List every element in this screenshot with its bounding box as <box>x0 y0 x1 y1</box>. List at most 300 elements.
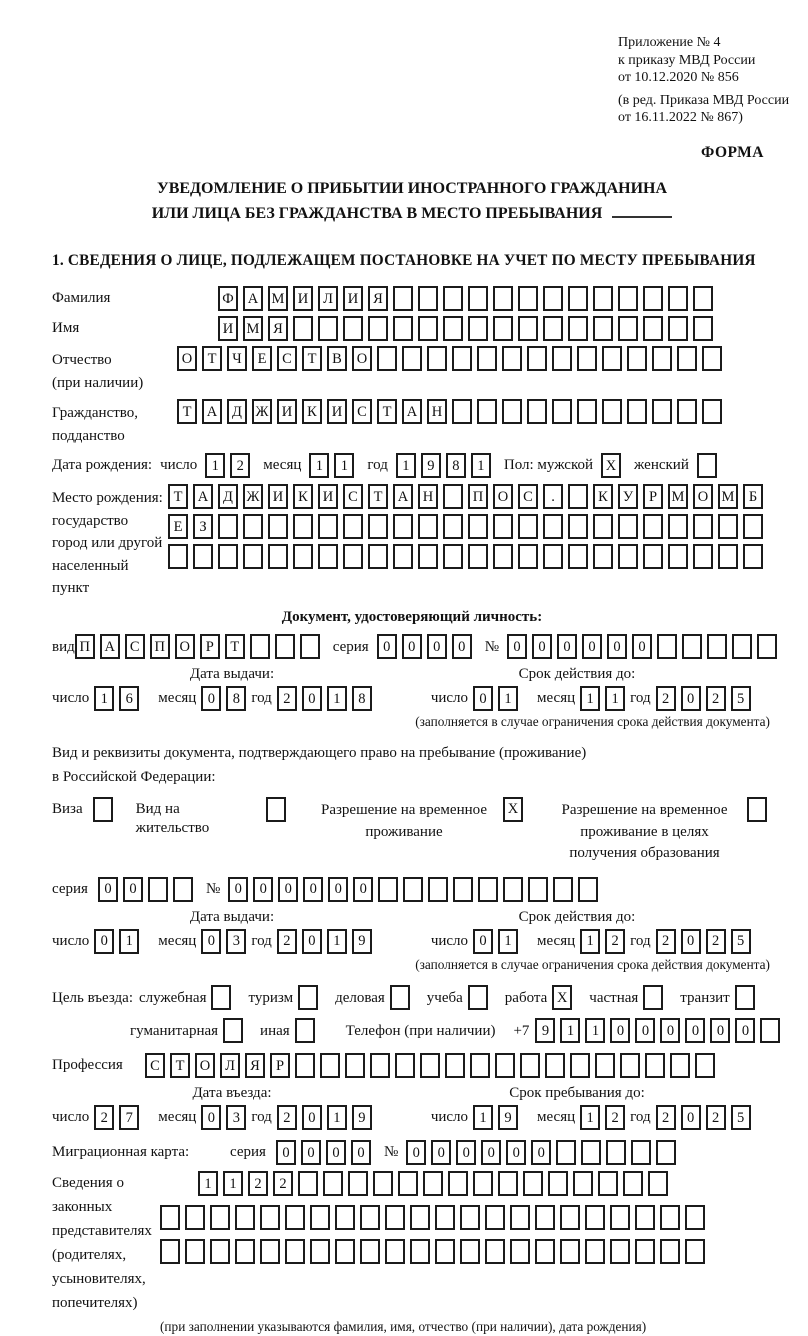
doc-series-cells[interactable] <box>377 634 477 659</box>
char-cell[interactable]: С <box>277 346 297 371</box>
char-cell[interactable]: К <box>302 399 322 424</box>
char-cell[interactable]: 0 <box>201 929 221 954</box>
char-cell[interactable]: 0 <box>353 877 373 902</box>
char-cell[interactable] <box>495 1053 515 1078</box>
char-cell[interactable] <box>635 1239 655 1264</box>
birthplace-cells-row2[interactable] <box>168 514 768 539</box>
char-cell[interactable] <box>660 1205 680 1230</box>
char-cell[interactable] <box>293 316 313 341</box>
char-cell[interactable]: 9 <box>498 1105 518 1130</box>
char-cell[interactable] <box>543 286 563 311</box>
char-cell[interactable] <box>518 316 538 341</box>
char-cell[interactable]: М <box>718 484 738 509</box>
char-cell[interactable]: С <box>145 1053 165 1078</box>
char-cell[interactable] <box>743 514 763 539</box>
char-cell[interactable] <box>618 514 638 539</box>
char-cell[interactable] <box>250 634 270 659</box>
residence-valid-month-cells[interactable] <box>580 929 630 954</box>
char-cell[interactable]: 1 <box>334 453 354 478</box>
char-cell[interactable]: А <box>193 484 213 509</box>
char-cell[interactable] <box>173 877 193 902</box>
char-cell[interactable] <box>757 634 777 659</box>
char-cell[interactable] <box>295 1018 315 1043</box>
char-cell[interactable]: Б <box>743 484 763 509</box>
char-cell[interactable]: 1 <box>560 1018 580 1043</box>
char-cell[interactable] <box>443 544 463 569</box>
char-cell[interactable] <box>620 1053 640 1078</box>
char-cell[interactable] <box>418 544 438 569</box>
doc-type-cells[interactable] <box>75 634 325 659</box>
char-cell[interactable] <box>493 514 513 539</box>
char-cell[interactable] <box>545 1053 565 1078</box>
purpose-tourism-checkbox[interactable] <box>298 985 323 1010</box>
char-cell[interactable]: 2 <box>706 1105 726 1130</box>
char-cell[interactable] <box>668 316 688 341</box>
char-cell[interactable]: 1 <box>396 453 416 478</box>
stay-month-cells[interactable] <box>580 1105 630 1130</box>
char-cell[interactable] <box>593 286 613 311</box>
char-cell[interactable] <box>393 316 413 341</box>
entry-year-cells[interactable] <box>277 1105 377 1130</box>
char-cell[interactable] <box>310 1239 330 1264</box>
residence-permit-checkbox[interactable] <box>266 797 291 822</box>
char-cell[interactable] <box>485 1239 505 1264</box>
char-cell[interactable] <box>443 514 463 539</box>
char-cell[interactable] <box>560 1239 580 1264</box>
char-cell[interactable]: 2 <box>706 686 726 711</box>
char-cell[interactable] <box>598 1171 618 1196</box>
char-cell[interactable] <box>468 544 488 569</box>
char-cell[interactable]: Н <box>427 399 447 424</box>
purpose-study-checkbox[interactable] <box>468 985 493 1010</box>
patronymic-cells[interactable] <box>177 346 727 371</box>
char-cell[interactable] <box>527 399 547 424</box>
char-cell[interactable]: 0 <box>481 1140 501 1165</box>
char-cell[interactable] <box>645 1053 665 1078</box>
char-cell[interactable] <box>393 544 413 569</box>
char-cell[interactable] <box>298 985 318 1010</box>
char-cell[interactable] <box>585 1239 605 1264</box>
char-cell[interactable] <box>528 877 548 902</box>
char-cell[interactable]: X <box>503 797 523 822</box>
char-cell[interactable] <box>148 877 168 902</box>
char-cell[interactable]: И <box>318 484 338 509</box>
char-cell[interactable]: 1 <box>309 453 329 478</box>
char-cell[interactable]: 8 <box>226 686 246 711</box>
char-cell[interactable] <box>343 514 363 539</box>
char-cell[interactable]: Ж <box>252 399 272 424</box>
char-cell[interactable] <box>410 1205 430 1230</box>
char-cell[interactable]: 1 <box>119 929 139 954</box>
char-cell[interactable] <box>453 877 473 902</box>
char-cell[interactable] <box>260 1239 280 1264</box>
birth-month-cells[interactable] <box>309 453 359 478</box>
char-cell[interactable]: 0 <box>607 634 627 659</box>
char-cell[interactable] <box>298 1171 318 1196</box>
char-cell[interactable] <box>468 286 488 311</box>
char-cell[interactable] <box>660 1239 680 1264</box>
visa-checkbox[interactable] <box>93 797 118 822</box>
char-cell[interactable]: 8 <box>352 686 372 711</box>
char-cell[interactable]: 1 <box>580 1105 600 1130</box>
char-cell[interactable]: Р <box>200 634 220 659</box>
char-cell[interactable]: 2 <box>656 929 676 954</box>
migration-number-cells[interactable] <box>406 1140 681 1165</box>
char-cell[interactable] <box>643 316 663 341</box>
char-cell[interactable]: 0 <box>278 877 298 902</box>
purpose-humanitarian-checkbox[interactable] <box>223 1018 248 1043</box>
char-cell[interactable]: 2 <box>94 1105 114 1130</box>
char-cell[interactable] <box>568 286 588 311</box>
char-cell[interactable]: 0 <box>123 877 143 902</box>
char-cell[interactable] <box>370 1053 390 1078</box>
char-cell[interactable] <box>418 316 438 341</box>
birth-day-cells[interactable] <box>205 453 255 478</box>
sex-female-checkbox[interactable] <box>697 453 722 478</box>
char-cell[interactable]: . <box>543 484 563 509</box>
char-cell[interactable]: 0 <box>685 1018 705 1043</box>
char-cell[interactable]: Р <box>643 484 663 509</box>
char-cell[interactable]: П <box>75 634 95 659</box>
char-cell[interactable]: Д <box>218 484 238 509</box>
char-cell[interactable]: 0 <box>253 877 273 902</box>
char-cell[interactable] <box>360 1239 380 1264</box>
char-cell[interactable] <box>485 1205 505 1230</box>
char-cell[interactable] <box>368 514 388 539</box>
char-cell[interactable] <box>218 544 238 569</box>
char-cell[interactable] <box>160 1239 180 1264</box>
char-cell[interactable] <box>556 1140 576 1165</box>
char-cell[interactable] <box>595 1053 615 1078</box>
char-cell[interactable]: 0 <box>326 1140 346 1165</box>
char-cell[interactable]: Ж <box>243 484 263 509</box>
residence-issue-month-cells[interactable] <box>201 929 251 954</box>
char-cell[interactable]: 2 <box>277 686 297 711</box>
char-cell[interactable] <box>335 1239 355 1264</box>
purpose-official-checkbox[interactable] <box>211 985 236 1010</box>
char-cell[interactable] <box>468 985 488 1010</box>
char-cell[interactable] <box>718 544 738 569</box>
char-cell[interactable]: 0 <box>302 1105 322 1130</box>
char-cell[interactable]: Ф <box>218 286 238 311</box>
char-cell[interactable]: 0 <box>681 686 701 711</box>
char-cell[interactable] <box>398 1171 418 1196</box>
char-cell[interactable]: 1 <box>580 686 600 711</box>
char-cell[interactable]: И <box>277 399 297 424</box>
char-cell[interactable]: 2 <box>605 1105 625 1130</box>
char-cell[interactable] <box>385 1239 405 1264</box>
char-cell[interactable] <box>470 1053 490 1078</box>
char-cell[interactable] <box>318 544 338 569</box>
char-cell[interactable] <box>735 985 755 1010</box>
char-cell[interactable]: 0 <box>406 1140 426 1165</box>
residence-number-cells[interactable] <box>228 877 603 902</box>
char-cell[interactable] <box>493 544 513 569</box>
char-cell[interactable]: 1 <box>473 1105 493 1130</box>
char-cell[interactable] <box>652 399 672 424</box>
char-cell[interactable]: 1 <box>94 686 114 711</box>
purpose-other-checkbox[interactable] <box>295 1018 320 1043</box>
char-cell[interactable] <box>193 544 213 569</box>
char-cell[interactable] <box>468 514 488 539</box>
char-cell[interactable] <box>593 544 613 569</box>
char-cell[interactable]: 0 <box>301 1140 321 1165</box>
char-cell[interactable]: К <box>593 484 613 509</box>
char-cell[interactable] <box>385 1205 405 1230</box>
char-cell[interactable]: X <box>552 985 572 1010</box>
char-cell[interactable]: С <box>352 399 372 424</box>
surname-cells[interactable] <box>218 286 718 311</box>
name-cells[interactable] <box>218 316 718 341</box>
char-cell[interactable]: 9 <box>535 1018 555 1043</box>
char-cell[interactable]: 9 <box>352 929 372 954</box>
char-cell[interactable]: Т <box>377 399 397 424</box>
char-cell[interactable] <box>682 634 702 659</box>
entry-month-cells[interactable] <box>201 1105 251 1130</box>
char-cell[interactable] <box>435 1205 455 1230</box>
char-cell[interactable] <box>473 1171 493 1196</box>
char-cell[interactable]: Т <box>368 484 388 509</box>
char-cell[interactable] <box>402 346 422 371</box>
char-cell[interactable] <box>627 346 647 371</box>
char-cell[interactable]: П <box>468 484 488 509</box>
char-cell[interactable] <box>373 1171 393 1196</box>
char-cell[interactable]: Т <box>168 484 188 509</box>
char-cell[interactable]: 0 <box>681 929 701 954</box>
doc-valid-month-cells[interactable] <box>580 686 630 711</box>
doc-issue-month-cells[interactable] <box>201 686 251 711</box>
char-cell[interactable] <box>452 399 472 424</box>
char-cell[interactable] <box>218 514 238 539</box>
edu-permit-checkbox[interactable] <box>747 797 772 822</box>
char-cell[interactable]: 0 <box>201 1105 221 1130</box>
char-cell[interactable] <box>343 316 363 341</box>
char-cell[interactable]: А <box>243 286 263 311</box>
char-cell[interactable]: 8 <box>446 453 466 478</box>
char-cell[interactable]: 0 <box>473 686 493 711</box>
char-cell[interactable]: 0 <box>431 1140 451 1165</box>
char-cell[interactable] <box>502 346 522 371</box>
char-cell[interactable]: 1 <box>327 686 347 711</box>
char-cell[interactable]: П <box>150 634 170 659</box>
char-cell[interactable]: 3 <box>226 929 246 954</box>
char-cell[interactable] <box>368 544 388 569</box>
char-cell[interactable]: О <box>195 1053 215 1078</box>
char-cell[interactable] <box>477 399 497 424</box>
char-cell[interactable] <box>318 316 338 341</box>
char-cell[interactable]: 1 <box>605 686 625 711</box>
char-cell[interactable] <box>223 1018 243 1043</box>
char-cell[interactable] <box>478 877 498 902</box>
char-cell[interactable]: 1 <box>580 929 600 954</box>
citizenship-cells[interactable] <box>177 399 727 424</box>
char-cell[interactable] <box>493 316 513 341</box>
char-cell[interactable] <box>443 286 463 311</box>
char-cell[interactable]: 0 <box>557 634 577 659</box>
char-cell[interactable] <box>168 544 188 569</box>
char-cell[interactable] <box>335 1205 355 1230</box>
char-cell[interactable] <box>520 1053 540 1078</box>
char-cell[interactable] <box>410 1239 430 1264</box>
char-cell[interactable] <box>552 399 572 424</box>
char-cell[interactable] <box>697 453 717 478</box>
char-cell[interactable] <box>670 1053 690 1078</box>
residence-series-cells[interactable] <box>98 877 198 902</box>
guardians-cells-row1[interactable] <box>198 1171 710 1196</box>
char-cell[interactable]: Ч <box>227 346 247 371</box>
char-cell[interactable]: 1 <box>498 929 518 954</box>
char-cell[interactable]: А <box>393 484 413 509</box>
purpose-work-checkbox[interactable] <box>552 985 577 1010</box>
char-cell[interactable] <box>527 346 547 371</box>
guardians-cells-row2[interactable] <box>160 1205 710 1230</box>
char-cell[interactable] <box>677 346 697 371</box>
char-cell[interactable] <box>668 514 688 539</box>
char-cell[interactable]: О <box>175 634 195 659</box>
char-cell[interactable] <box>570 1053 590 1078</box>
char-cell[interactable]: 0 <box>452 634 472 659</box>
char-cell[interactable] <box>643 544 663 569</box>
char-cell[interactable]: О <box>352 346 372 371</box>
char-cell[interactable]: И <box>343 286 363 311</box>
char-cell[interactable] <box>573 1171 593 1196</box>
char-cell[interactable] <box>93 797 113 822</box>
char-cell[interactable] <box>210 1239 230 1264</box>
char-cell[interactable] <box>368 316 388 341</box>
char-cell[interactable] <box>185 1239 205 1264</box>
char-cell[interactable] <box>693 544 713 569</box>
char-cell[interactable]: 1 <box>223 1171 243 1196</box>
char-cell[interactable]: 0 <box>507 634 527 659</box>
char-cell[interactable]: М <box>243 316 263 341</box>
char-cell[interactable] <box>345 1053 365 1078</box>
char-cell[interactable] <box>185 1205 205 1230</box>
char-cell[interactable]: 5 <box>731 929 751 954</box>
char-cell[interactable]: К <box>293 484 313 509</box>
char-cell[interactable] <box>702 346 722 371</box>
char-cell[interactable]: 9 <box>352 1105 372 1130</box>
char-cell[interactable]: 1 <box>471 453 491 478</box>
char-cell[interactable]: 0 <box>632 634 652 659</box>
char-cell[interactable]: О <box>177 346 197 371</box>
char-cell[interactable] <box>468 316 488 341</box>
char-cell[interactable]: 2 <box>605 929 625 954</box>
char-cell[interactable] <box>310 1205 330 1230</box>
char-cell[interactable]: 0 <box>506 1140 526 1165</box>
char-cell[interactable] <box>610 1205 630 1230</box>
char-cell[interactable] <box>677 399 697 424</box>
char-cell[interactable] <box>578 877 598 902</box>
char-cell[interactable]: З <box>193 514 213 539</box>
char-cell[interactable] <box>418 286 438 311</box>
char-cell[interactable] <box>378 877 398 902</box>
phone-cells[interactable] <box>535 1018 785 1043</box>
char-cell[interactable]: И <box>293 286 313 311</box>
char-cell[interactable]: 7 <box>119 1105 139 1130</box>
char-cell[interactable]: Н <box>418 484 438 509</box>
char-cell[interactable] <box>602 399 622 424</box>
doc-number-cells[interactable] <box>507 634 782 659</box>
char-cell[interactable] <box>393 286 413 311</box>
char-cell[interactable]: Р <box>270 1053 290 1078</box>
char-cell[interactable] <box>477 346 497 371</box>
char-cell[interactable]: 0 <box>710 1018 730 1043</box>
char-cell[interactable]: 0 <box>660 1018 680 1043</box>
char-cell[interactable] <box>428 877 448 902</box>
char-cell[interactable]: 0 <box>681 1105 701 1130</box>
char-cell[interactable]: М <box>268 286 288 311</box>
char-cell[interactable]: С <box>125 634 145 659</box>
char-cell[interactable] <box>243 544 263 569</box>
char-cell[interactable] <box>393 514 413 539</box>
char-cell[interactable]: 0 <box>302 929 322 954</box>
purpose-private-checkbox[interactable] <box>643 985 668 1010</box>
char-cell[interactable] <box>268 544 288 569</box>
char-cell[interactable]: 0 <box>402 634 422 659</box>
char-cell[interactable] <box>390 985 410 1010</box>
char-cell[interactable] <box>360 1205 380 1230</box>
char-cell[interactable] <box>548 1171 568 1196</box>
temp-permit-checkbox[interactable] <box>503 797 528 822</box>
char-cell[interactable]: 0 <box>302 686 322 711</box>
char-cell[interactable] <box>760 1018 780 1043</box>
char-cell[interactable] <box>657 634 677 659</box>
residence-issue-day-cells[interactable] <box>94 929 144 954</box>
char-cell[interactable] <box>535 1239 555 1264</box>
char-cell[interactable]: 0 <box>377 634 397 659</box>
char-cell[interactable] <box>243 514 263 539</box>
char-cell[interactable]: X <box>601 453 621 478</box>
char-cell[interactable]: Л <box>318 286 338 311</box>
char-cell[interactable] <box>568 514 588 539</box>
char-cell[interactable] <box>460 1239 480 1264</box>
char-cell[interactable] <box>343 544 363 569</box>
char-cell[interactable] <box>395 1053 415 1078</box>
char-cell[interactable]: 0 <box>98 877 118 902</box>
char-cell[interactable]: 0 <box>276 1140 296 1165</box>
char-cell[interactable] <box>435 1239 455 1264</box>
char-cell[interactable]: А <box>100 634 120 659</box>
doc-issue-year-cells[interactable] <box>277 686 377 711</box>
char-cell[interactable]: 1 <box>498 686 518 711</box>
char-cell[interactable]: О <box>493 484 513 509</box>
char-cell[interactable]: 1 <box>205 453 225 478</box>
char-cell[interactable] <box>643 286 663 311</box>
guardians-cells-row3[interactable] <box>160 1239 710 1264</box>
char-cell[interactable] <box>320 1053 340 1078</box>
char-cell[interactable] <box>518 514 538 539</box>
char-cell[interactable] <box>443 484 463 509</box>
char-cell[interactable] <box>652 346 672 371</box>
char-cell[interactable] <box>543 544 563 569</box>
char-cell[interactable]: 2 <box>248 1171 268 1196</box>
char-cell[interactable] <box>656 1140 676 1165</box>
char-cell[interactable] <box>443 316 463 341</box>
char-cell[interactable] <box>502 399 522 424</box>
stay-year-cells[interactable] <box>656 1105 756 1130</box>
purpose-business-checkbox[interactable] <box>390 985 415 1010</box>
char-cell[interactable]: 1 <box>327 1105 347 1130</box>
char-cell[interactable]: А <box>202 399 222 424</box>
char-cell[interactable]: 1 <box>198 1171 218 1196</box>
char-cell[interactable] <box>702 399 722 424</box>
char-cell[interactable] <box>568 484 588 509</box>
char-cell[interactable]: Т <box>302 346 322 371</box>
char-cell[interactable] <box>695 1053 715 1078</box>
char-cell[interactable]: И <box>218 316 238 341</box>
char-cell[interactable]: С <box>518 484 538 509</box>
char-cell[interactable]: Т <box>202 346 222 371</box>
